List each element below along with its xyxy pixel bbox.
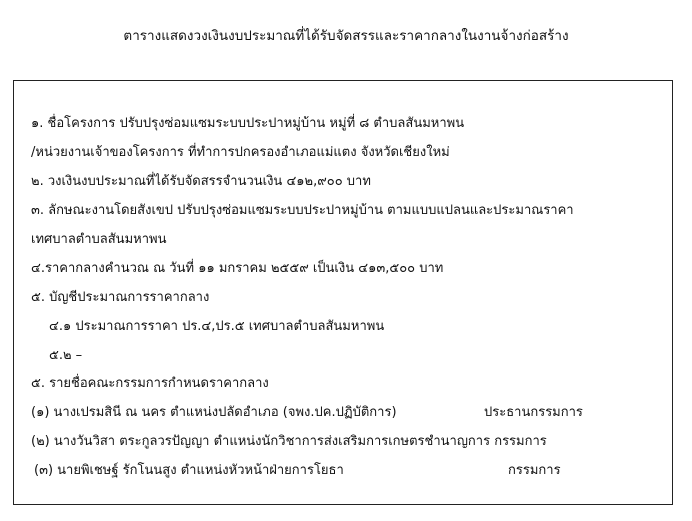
work-description-continued: เทศบาลตำบลสันมหาพน bbox=[31, 232, 167, 247]
committee-member-3-role: กรรมการ bbox=[508, 463, 561, 478]
committee-member-1: (๑) นางเปรมสินี ณ นคร ตำแหน่งปลัดอำเภอ (จพง.ปค.ปฏิบัติการ) bbox=[31, 405, 397, 420]
committee-member-2: (๒) นางวันวิสา ตระกูลวรปัญญา ตำแหน่งนักวิชาการส่งเสริมการเกษตรชำนาญการ กรรมการ bbox=[31, 434, 547, 449]
median-price-line: ๔.ราคากลางคำนวณ ณ วันที่ ๑๑ มกราคม ๒๕๕๙ เป็นเงิน ๔๑๓,๕๐๐ บาท bbox=[31, 261, 444, 276]
committee-heading: ๕. รายชื่อคณะกรรมการกำหนดราคากลาง bbox=[31, 376, 269, 391]
work-description-line: ๓. ลักษณะงานโดยสังเขป ปรับปรุงซ่อมแซมระบบประปาหมู่บ้าน ตามแบบแปลนและประมาณราคา bbox=[31, 203, 574, 218]
committee-member-1-role: ประธานกรรมการ bbox=[484, 405, 583, 420]
price-estimate-heading: ๕. บัญชีประมาณการราคากลาง bbox=[31, 290, 210, 305]
committee-member-3: (๓) นายพิเชษฐ์ รักโนนสูง ตำแหน่งหัวหน้าฝ่ายการโยธา bbox=[34, 463, 344, 478]
budget-line: ๒. วงเงินงบประมาณที่ได้รับจัดสรรจำนวนเงิน ๔๑๒,๙๐๐ บาท bbox=[31, 174, 371, 189]
price-estimate-item-1: ๔.๑ ประมาณการราคา ปร.๔,ปร.๕ เทศบาลตำบลสันมหาพน bbox=[49, 319, 385, 334]
page-title: ตารางแสดงวงเงินงบประมาณที่ได้รับจัดสรรและราคากลางในงานจ้างก่อสร้าง bbox=[123, 28, 569, 44]
owner-agency-line: /หน่วยงานเจ้าของโครงการ ที่ทำการปกครองอำเภอแม่แตง จังหวัดเชียงใหม่ bbox=[31, 145, 450, 160]
project-name-line: ๑. ชื่อโครงการ ปรับปรุงซ่อมแซมระบบประปาหมู่บ้าน หมู่ที่ ๘ ตำบลสันมหาพน bbox=[31, 116, 465, 131]
price-estimate-item-2: ๕.๒ – bbox=[49, 348, 83, 363]
